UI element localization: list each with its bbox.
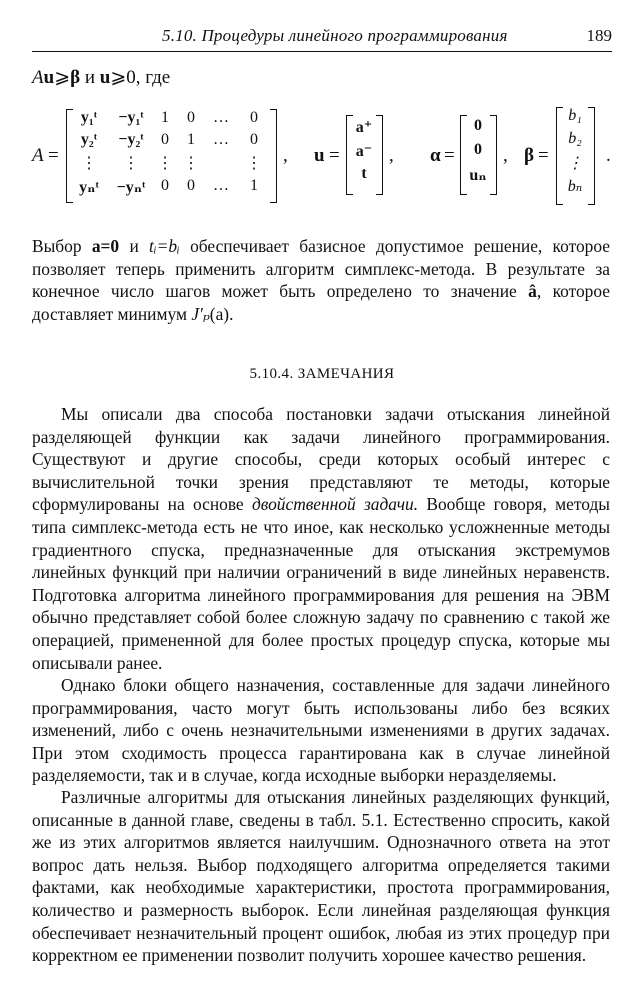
section-heading: 5.10.4. ЗАМЕЧАНИЯ	[249, 366, 395, 382]
formula-end: .	[606, 145, 611, 166]
matrix-a-cell: 0	[161, 131, 169, 148]
p1-a-equals: a=0	[91, 236, 120, 256]
constraint-zero: 0	[126, 67, 136, 88]
matrix-a-cell: 0	[187, 177, 195, 194]
separator-2: ,	[389, 145, 394, 166]
matrix-a-cell: −yₙᵗ	[116, 179, 146, 196]
vector-alpha-entry: uₙ	[469, 167, 487, 184]
matrix-a-cell: ⋮	[183, 155, 199, 172]
paragraph-basis	[32, 235, 610, 325]
matrix-a-cell: 1	[161, 109, 169, 126]
vector-beta-name: β	[524, 145, 535, 166]
constraint-geq-2: ⩾	[110, 67, 127, 88]
p1-text-5: (a).	[209, 303, 234, 324]
paragraph-remarks-2: Однако блоки общего назначения, составленные для задачи линейного программирования, часто могут быть использованы либо без всяких изменений, либо с очень незначительными изменениями в других задачах. При этом сходимость процесса гарантирована как в случае линейной разделяемости, так и в случае, когда исходные выборки неразделяемы.	[32, 675, 610, 786]
matrix-a-cell: ⋮	[81, 155, 97, 172]
constraint-var-2: u	[99, 67, 111, 88]
p1-text-1: Выбор	[32, 236, 92, 256]
vector-beta-entry: ⋮	[567, 155, 583, 172]
p2-text-2: Вообще говоря, методы типа симплекс-метода есть не что иное, как несколько усложненные методы градиентного спуска, предназначенные для отыскания экстремумов линейных функций при наличии ограничений в виде линейных неравенств. Подготовка алгоритма линейного программирования для решения на ЭВМ обычно представляет собой более сложную задачу по сравнению с такой же операцией, примененной для более простых процедур спуска, которые мы описывали ранее.	[32, 494, 610, 673]
constraint-line	[32, 66, 170, 89]
matrix-a-cell: …	[213, 131, 229, 148]
p1-t-equals: tᵢ=bᵢ	[149, 236, 180, 256]
matrix-a-cell: ⋮	[123, 155, 139, 172]
vector-alpha-entry: 0	[474, 117, 482, 134]
constraint-conj: и	[80, 67, 100, 88]
matrix-definitions	[32, 105, 632, 215]
p2-text-1: Мы описали два способа постановки задачи отыскания линейной разделяющей функции как задачи линейного программирования. Существуют и другие способы, среди которых особый интерес с вычислительной точки зрения представляют те методы, которые сформулированы на основе	[32, 404, 610, 515]
matrix-a-eq: =	[48, 145, 59, 166]
matrix-a-cell: −y₂ᵗ	[118, 131, 144, 148]
vector-alpha-right-bracket	[490, 115, 497, 195]
constraint-geq-1: ⩾	[54, 67, 71, 88]
matrix-a-right-bracket	[270, 109, 277, 203]
matrix-a-cell: 0	[161, 177, 169, 194]
vector-beta-eq: =	[538, 145, 549, 166]
separator-1: ,	[283, 145, 288, 166]
matrix-a-cell: 0	[250, 131, 258, 148]
vector-u-entry: a⁺	[355, 119, 373, 136]
p1-text-3: обеспечивает базисное допустимое решение, которое позволяет теперь применить алгоритм симплекс-метода. В результате за конечное число шагов может быть определено то значение	[32, 236, 610, 302]
vector-beta-entry: bₙ	[567, 178, 583, 195]
vector-beta-entry: b₁	[568, 107, 582, 124]
p1-text-2: и	[119, 236, 150, 256]
vector-beta-entry: b₂	[568, 130, 582, 147]
matrix-a-cell: −y₁ᵗ	[118, 109, 144, 126]
p1-a-hat: â	[528, 281, 537, 302]
header-title: 5.10. Процедуры линейного программирования	[162, 26, 508, 45]
vector-u-eq: =	[329, 145, 340, 166]
vector-u-right-bracket	[376, 115, 383, 195]
page-number: 189	[586, 26, 612, 45]
matrix-a-cell: ⋮	[157, 155, 173, 172]
running-header	[32, 22, 612, 52]
paragraph-remarks-1	[32, 403, 610, 674]
matrix-a-cell: yₙᵗ	[79, 179, 99, 196]
vector-alpha-eq: =	[444, 145, 455, 166]
matrix-a-cell: ⋮	[246, 155, 262, 172]
p1-text-4: , которое доставляет минимум	[32, 281, 610, 324]
constraint-tail: , где	[135, 67, 171, 88]
constraint-var: u	[43, 67, 55, 88]
vector-u-entry: t	[361, 165, 367, 182]
matrix-a-cell: y₁ᵗ	[80, 109, 98, 126]
p2-emphasis: двойственной задачи.	[251, 494, 419, 515]
vector-alpha-name: α	[430, 145, 441, 166]
header-rule	[32, 51, 612, 52]
paragraph-remarks-3: Различные алгоритмы для отыскания линейных разделяющих функций, описанные в данной главе, сведены в табл. 5.1. Естественно спросить, какой же из этих алгоритмов является наилучшим. Однозначного ответа на этот вопрос дать нельзя. Выбор подходящего алгоритма определяется такими фактами, как необходимые характеристики, простота программирования, количество и размерность выборок. Если линейная разделяющая функция обеспечивает незначительный процент ошибок, любая из этих процедур при корректном ее применении позволит получить хорошее качество решения.	[32, 787, 610, 966]
matrix-a-left-bracket	[66, 109, 73, 203]
vector-beta-right-bracket	[588, 107, 595, 205]
constraint-rhs: β	[70, 67, 81, 88]
vector-u-entry: a⁻	[355, 143, 373, 160]
matrix-a-cell: 1	[187, 131, 195, 148]
vector-u-name: u	[314, 145, 325, 166]
constraint-matrix-name: A	[32, 67, 44, 88]
matrix-a-cell: y₂ᵗ	[80, 131, 98, 148]
matrix-a-cell: 0	[187, 109, 195, 126]
vector-alpha-entry: 0	[474, 141, 482, 158]
matrix-a-cell: …	[213, 177, 229, 194]
matrix-a-name: A	[32, 145, 44, 166]
matrix-a-cell: …	[213, 109, 229, 126]
p1-jp: J′ₚ	[191, 303, 210, 324]
matrix-a-cell: 0	[250, 109, 258, 126]
matrix-a-cell: 1	[250, 177, 258, 194]
separator-3: ,	[503, 145, 508, 166]
